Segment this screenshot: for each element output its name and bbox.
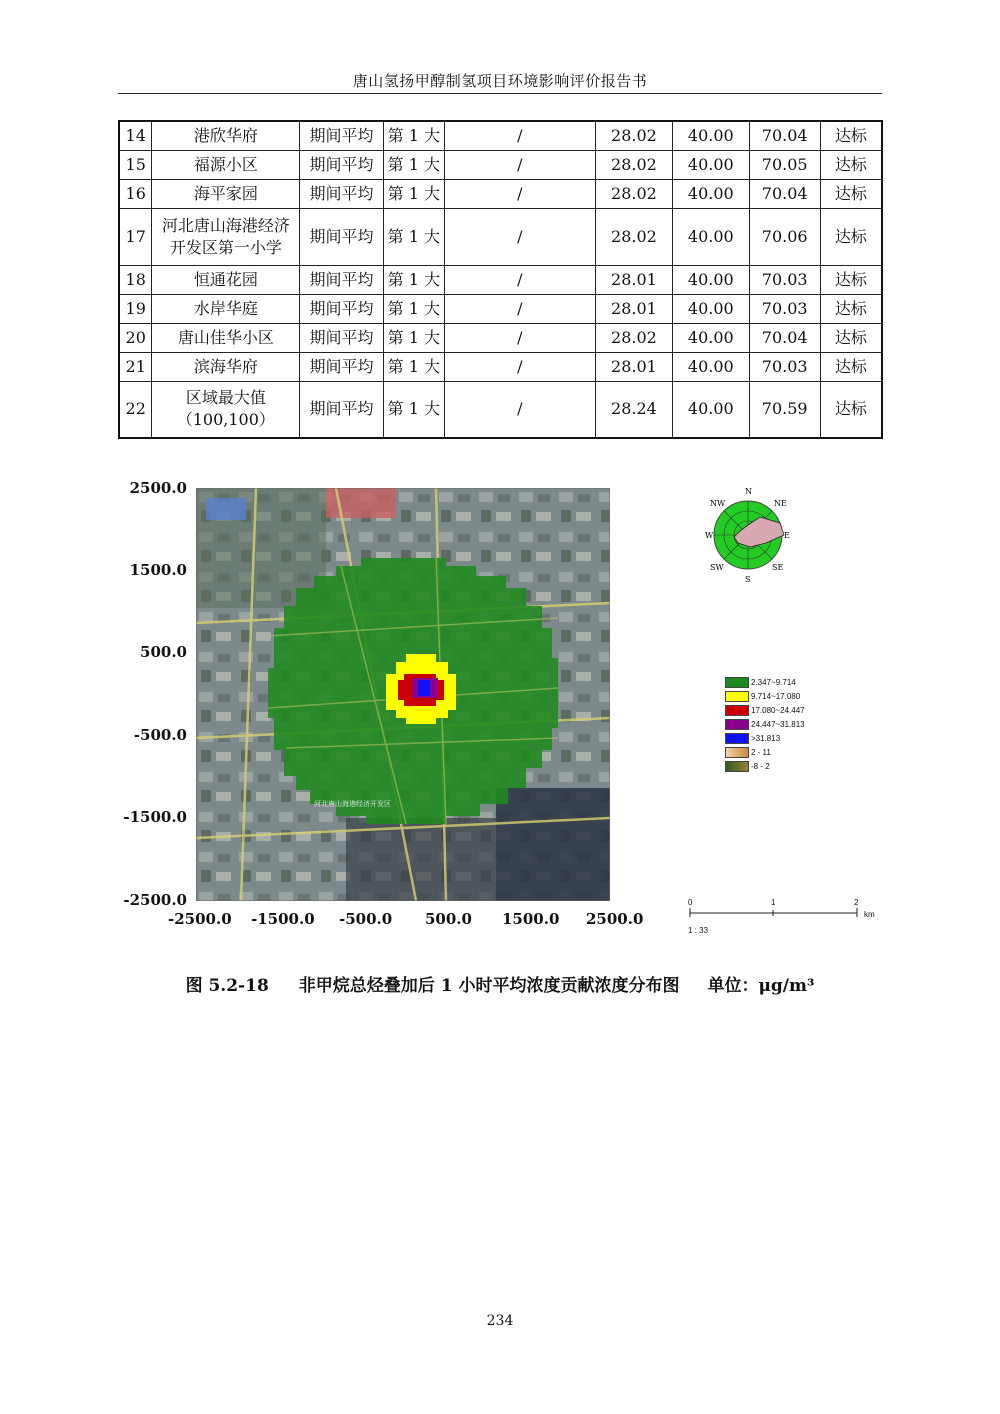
cell-time: / [444, 294, 595, 323]
legend-item [725, 703, 805, 717]
cell-value: 28.02 [596, 179, 673, 208]
cell-background: 40.00 [672, 352, 749, 381]
cell-rank: 第 1 大 [383, 323, 444, 352]
cell-percent: 70.03 [749, 352, 820, 381]
legend-swatch [725, 747, 749, 758]
contour-blue [418, 680, 430, 696]
y-tick: 1500.0 [129, 561, 187, 579]
compass-s: S [745, 575, 751, 584]
cell-rank: 第 1 大 [383, 179, 444, 208]
cell-time: / [444, 179, 595, 208]
legend [725, 675, 805, 773]
cell-name-line: （100,100） [176, 410, 275, 430]
cell-value: 28.02 [596, 208, 673, 265]
figure-unit: 单位：μg/m³ [707, 976, 815, 996]
cell-background: 40.00 [672, 208, 749, 265]
cell-name-line: 开发区第一小学 [169, 237, 282, 257]
cell-background: 40.00 [672, 179, 749, 208]
cell-period: 期间平均 [300, 208, 384, 265]
cell-status: 达标 [820, 381, 882, 438]
cell-time: / [444, 323, 595, 352]
cell-name: 唐山佳华小区 [152, 323, 300, 352]
cell-status: 达标 [820, 323, 882, 352]
y-tick: 2500.0 [129, 479, 187, 497]
cell-name: 福源小区 [152, 150, 300, 179]
legend-label: 9.714~17.080 [751, 691, 801, 701]
cell-name: 恒通花园 [152, 265, 300, 294]
cell-percent: 70.04 [749, 121, 820, 150]
legend-label: 2.347~9.714 [751, 677, 796, 687]
x-tick: -500.0 [339, 910, 393, 928]
cell-period: 期间平均 [300, 121, 384, 150]
map-svg [196, 488, 610, 901]
legend-swatch [725, 761, 749, 772]
cell-time: / [444, 265, 595, 294]
y-tick: 500.0 [140, 643, 187, 661]
cell-period: 期间平均 [300, 294, 384, 323]
cell-rank: 第 1 大 [383, 352, 444, 381]
blue-roof-building [206, 498, 246, 520]
legend-label: 17.080~24.447 [751, 705, 805, 715]
cell-name-line: 区域最大值 [185, 388, 266, 408]
cell-percent: 70.04 [749, 179, 820, 208]
cell-percent: 70.59 [749, 381, 820, 438]
cell-period: 期间平均 [300, 381, 384, 438]
table-row [119, 265, 882, 294]
y-tick: -500.0 [133, 726, 187, 744]
cell-time: / [444, 352, 595, 381]
cell-percent: 70.04 [749, 323, 820, 352]
legend-item [725, 717, 805, 731]
legend-item [725, 731, 805, 745]
cell-no: 21 [119, 352, 152, 381]
x-tick: 1500.0 [502, 910, 560, 928]
legend-swatch [725, 691, 749, 702]
scale-label-0: 0 [688, 898, 693, 907]
cell-value: 28.02 [596, 150, 673, 179]
compass-w: W [705, 531, 714, 540]
cell-no: 18 [119, 265, 152, 294]
cell-name [152, 208, 300, 265]
cell-percent: 70.03 [749, 294, 820, 323]
cell-rank: 第 1 大 [383, 294, 444, 323]
cell-value: 28.01 [596, 352, 673, 381]
table-row [119, 352, 882, 381]
cell-no: 15 [119, 150, 152, 179]
table-row [119, 323, 882, 352]
legend-label: -8 - 2 [751, 761, 770, 771]
map-label: 河北唐山海港经济开发区 [314, 800, 391, 808]
cell-status: 达标 [820, 208, 882, 265]
cell-status: 达标 [820, 265, 882, 294]
scale-bar [686, 898, 886, 938]
page-number: 234 [486, 1313, 514, 1329]
cell-name [152, 381, 300, 438]
results-table [118, 120, 883, 439]
table-row [119, 121, 882, 150]
cell-no: 17 [119, 208, 152, 265]
scale-ratio: 1 : 33 [688, 926, 709, 935]
compass-n: N [745, 487, 752, 496]
x-tick: -1500.0 [251, 910, 315, 928]
cell-status: 达标 [820, 121, 882, 150]
figure-number: 图 5.2-18 [185, 976, 269, 996]
scale-label-2: 2 [854, 898, 859, 907]
cell-no: 16 [119, 179, 152, 208]
legend-item [725, 689, 805, 703]
y-tick: -2500.0 [123, 891, 187, 909]
cell-name: 港欣华府 [152, 121, 300, 150]
table-row [119, 179, 882, 208]
cell-name: 海平家园 [152, 179, 300, 208]
cell-no: 14 [119, 121, 152, 150]
cell-value: 28.01 [596, 265, 673, 294]
cell-period: 期间平均 [300, 265, 384, 294]
legend-swatch [725, 719, 749, 730]
cell-name: 水岸华庭 [152, 294, 300, 323]
cell-time: / [444, 150, 595, 179]
cell-no: 19 [119, 294, 152, 323]
figure-caption [0, 971, 1000, 996]
cell-period: 期间平均 [300, 150, 384, 179]
cell-rank: 第 1 大 [383, 150, 444, 179]
x-tick: 500.0 [425, 910, 472, 928]
cell-period: 期间平均 [300, 352, 384, 381]
compass-se: SE [772, 563, 784, 572]
cell-status: 达标 [820, 294, 882, 323]
legend-label: 24.447~31.813 [751, 719, 805, 729]
legend-swatch [725, 677, 749, 688]
cell-percent: 70.03 [749, 265, 820, 294]
cell-value: 28.02 [596, 121, 673, 150]
legend-swatch [725, 733, 749, 744]
cell-status: 达标 [820, 352, 882, 381]
cell-status: 达标 [820, 150, 882, 179]
compass-e: E [784, 531, 790, 540]
cell-value: 28.02 [596, 323, 673, 352]
cell-value: 28.24 [596, 381, 673, 438]
legend-swatch [725, 705, 749, 716]
cell-time: / [444, 208, 595, 265]
cell-time: / [444, 381, 595, 438]
cell-percent: 70.06 [749, 208, 820, 265]
compass-nw: NW [710, 499, 726, 508]
industrial-area [496, 788, 610, 901]
cell-name-line: 河北唐山海港经济 [161, 215, 290, 235]
compass-sw: SW [710, 563, 724, 572]
cell-background: 40.00 [672, 121, 749, 150]
header-divider [118, 93, 882, 94]
cell-no: 22 [119, 381, 152, 438]
legend-item [725, 745, 805, 759]
scale-unit: km [864, 910, 875, 919]
table-row [119, 150, 882, 179]
concentration-map [196, 488, 610, 901]
scale-line [686, 906, 861, 918]
cell-rank: 第 1 大 [383, 265, 444, 294]
wind-rose [700, 485, 800, 585]
cell-no: 20 [119, 323, 152, 352]
cell-status: 达标 [820, 179, 882, 208]
legend-item [725, 759, 805, 773]
table-row [119, 208, 882, 265]
cell-value: 28.01 [596, 294, 673, 323]
cell-percent: 70.05 [749, 150, 820, 179]
figure-title: 非甲烷总烃叠加后 1 小时平均浓度贡献浓度分布图 [298, 976, 680, 996]
scale-label-1: 1 [771, 898, 776, 907]
cell-background: 40.00 [672, 150, 749, 179]
cell-rank: 第 1 大 [383, 208, 444, 265]
cell-rank: 第 1 大 [383, 121, 444, 150]
cell-period: 期间平均 [300, 323, 384, 352]
header-title: 唐山氢扬甲醇制氢项目环境影响评价报告书 [352, 72, 648, 90]
table-row [119, 294, 882, 323]
cell-time: / [444, 121, 595, 150]
x-tick: -2500.0 [168, 910, 232, 928]
legend-label: 2 - 11 [751, 747, 771, 757]
cell-background: 40.00 [672, 323, 749, 352]
y-tick: -1500.0 [123, 808, 187, 826]
cell-rank: 第 1 大 [383, 381, 444, 438]
legend-label: >31.813 [751, 733, 781, 743]
x-tick: 2500.0 [586, 910, 644, 928]
cell-name: 滨海华府 [152, 352, 300, 381]
cell-background: 40.00 [672, 381, 749, 438]
compass-ne: NE [774, 499, 787, 508]
table-row [119, 381, 882, 438]
cell-background: 40.00 [672, 265, 749, 294]
legend-item [725, 675, 805, 689]
cell-period: 期间平均 [300, 179, 384, 208]
cell-background: 40.00 [672, 294, 749, 323]
